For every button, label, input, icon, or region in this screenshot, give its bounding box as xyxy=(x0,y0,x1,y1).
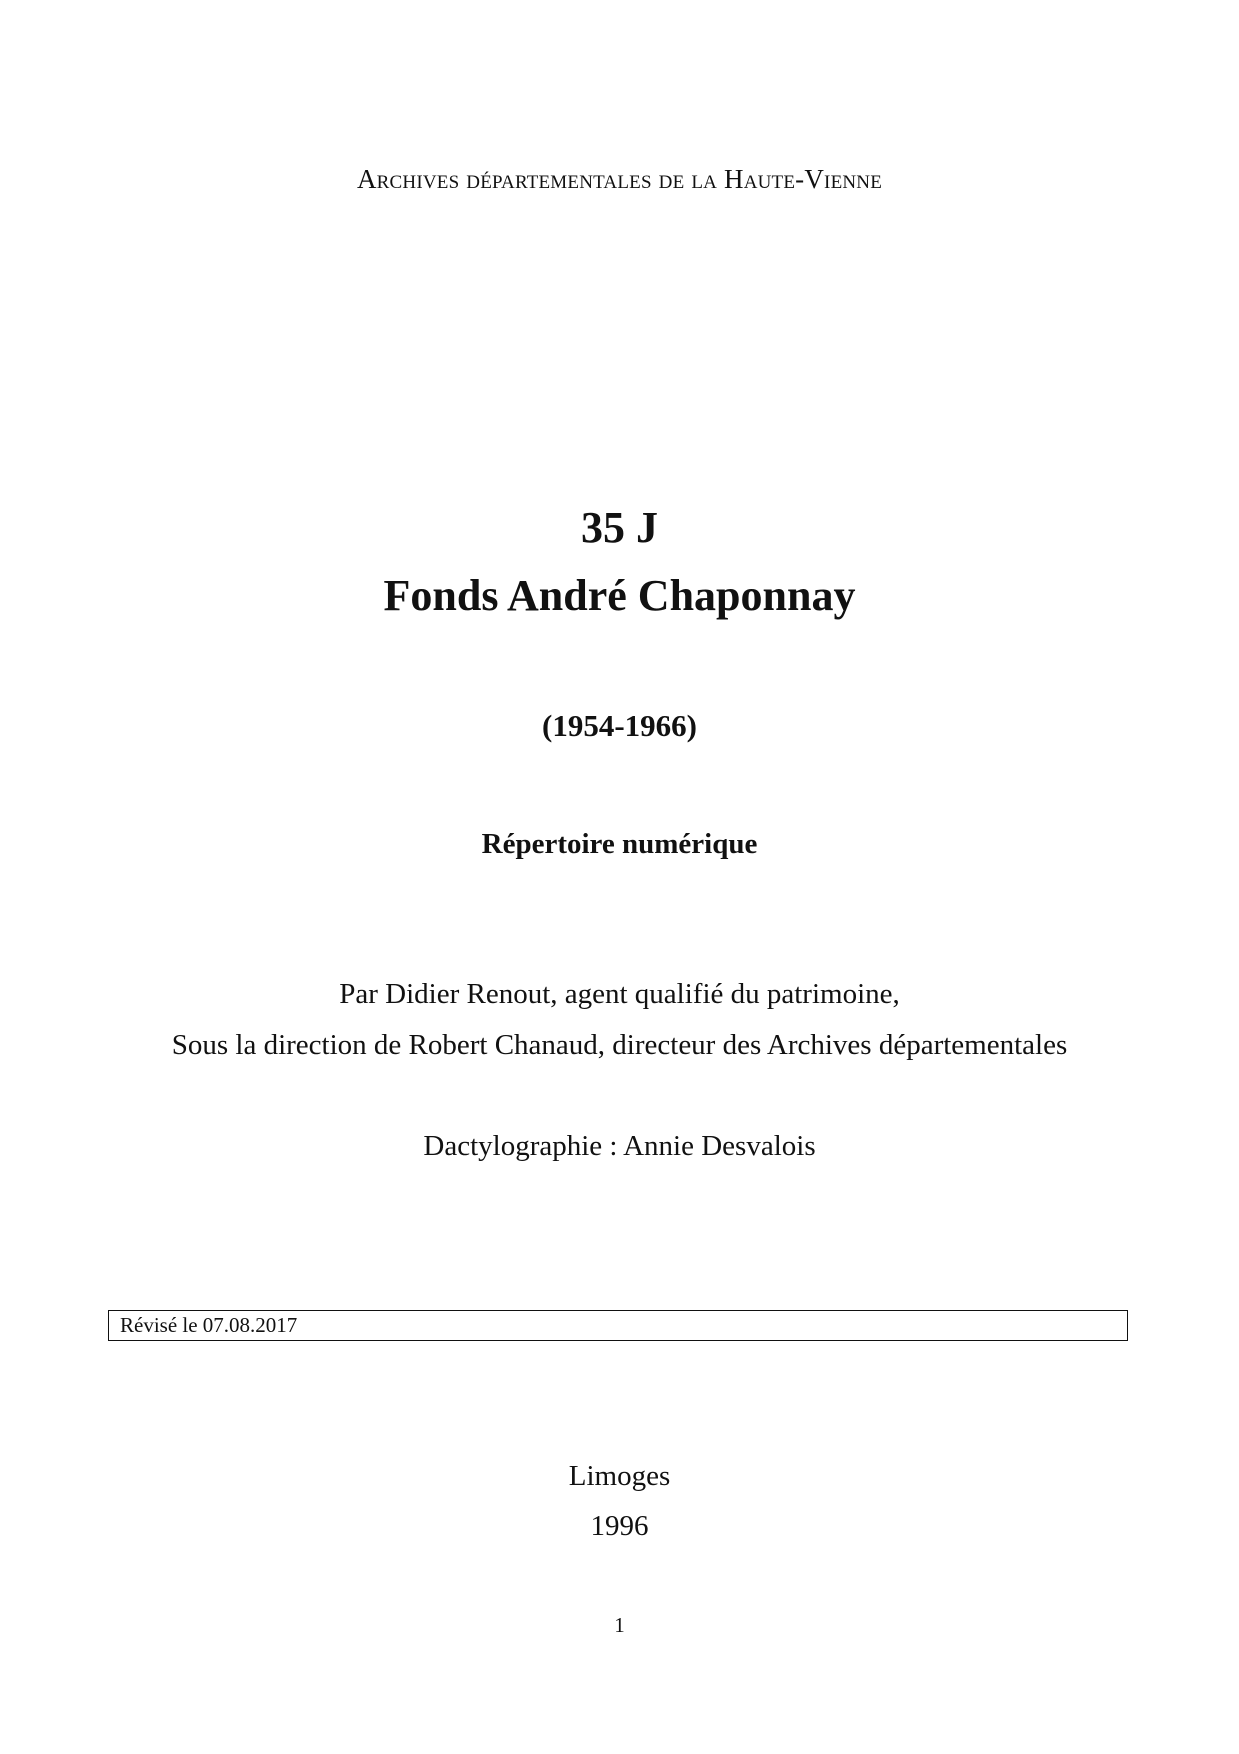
typist-credit: Dactylographie : Annie Desvalois xyxy=(423,1130,816,1162)
fonds-dates: (1954-1966) xyxy=(542,708,697,743)
revision-text: Révisé le 07.08.2017 xyxy=(120,1313,298,1337)
imprint-year: 1996 xyxy=(590,1510,649,1542)
document-type: Répertoire numérique xyxy=(481,828,758,860)
institution-header: Archives départementales de la Haute-Vienne xyxy=(356,164,883,194)
page-number: 1 xyxy=(614,1613,625,1637)
imprint-place: Limoges xyxy=(568,1460,671,1492)
fonds-cote: 35 J xyxy=(581,503,658,552)
revision-box xyxy=(108,1310,1128,1341)
author-credit: Par Didier Renout, agent qualifié du patrimoine, xyxy=(339,978,900,1010)
fonds-title: Fonds André Chaponnay xyxy=(383,571,856,620)
direction-credit: Sous la direction de Robert Chanaud, directeur des Archives départementales xyxy=(171,1029,1068,1061)
